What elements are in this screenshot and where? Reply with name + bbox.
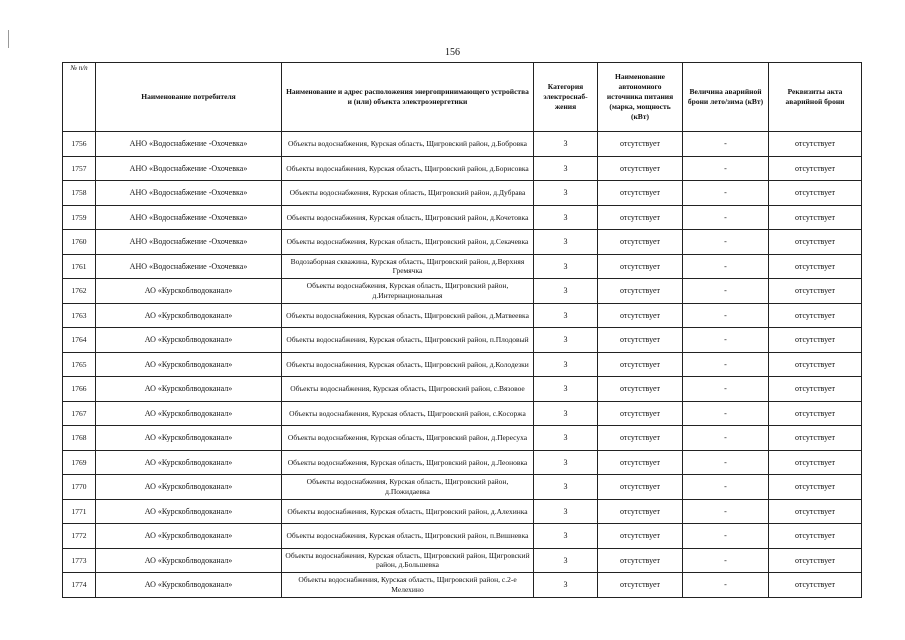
cell-number: 1774 <box>63 573 96 598</box>
cell-address: Объекты водоснабжения, Курская область, Щигровский район, д.Интернациональная <box>282 279 534 304</box>
cell-number: 1765 <box>63 352 96 377</box>
cell-consumer: АО «Курскоблводоканал» <box>96 352 282 377</box>
cell-number: 1769 <box>63 450 96 475</box>
header-category: Категория электроснаб-жения <box>534 63 598 132</box>
cell-power-source: отсутствует <box>598 475 683 500</box>
cell-number: 1756 <box>63 132 96 157</box>
cell-category: 3 <box>534 401 598 426</box>
cell-number: 1772 <box>63 524 96 549</box>
cell-power-source: отсутствует <box>598 450 683 475</box>
cell-consumer: АО «Курскоблводоканал» <box>96 377 282 402</box>
cell-number: 1767 <box>63 401 96 426</box>
cell-address: Объекты водоснабжения, Курская область, Щигровский район, п.Вишневка <box>282 524 534 549</box>
cell-reserve: - <box>683 254 769 279</box>
cell-act: отсутствует <box>769 352 862 377</box>
cell-number: 1762 <box>63 279 96 304</box>
cell-category: 3 <box>534 328 598 353</box>
header-power-source: Наименование автономного источника питания (марка, мощность (кВт) <box>598 63 683 132</box>
cell-category: 3 <box>534 181 598 206</box>
cell-act: отсутствует <box>769 254 862 279</box>
cell-address: Объекты водоснабжения, Курская область, Щигровский район, д.Колодезки <box>282 352 534 377</box>
cell-number: 1764 <box>63 328 96 353</box>
cell-reserve: - <box>683 548 769 573</box>
cell-reserve: - <box>683 524 769 549</box>
cell-number: 1768 <box>63 426 96 451</box>
cell-consumer: АНО «Водоснабжение -Охочевка» <box>96 254 282 279</box>
cell-power-source: отсутствует <box>598 352 683 377</box>
cell-consumer: АО «Курскоблводоканал» <box>96 450 282 475</box>
table-row <box>63 156 862 181</box>
table-row <box>63 377 862 402</box>
header-number: № п/п <box>63 63 96 132</box>
cell-number: 1759 <box>63 205 96 230</box>
registry-table <box>62 62 862 598</box>
cell-reserve: - <box>683 181 769 206</box>
cell-reserve: - <box>683 499 769 524</box>
cell-reserve: - <box>683 132 769 157</box>
cell-power-source: отсутствует <box>598 156 683 181</box>
cell-address: Объекты водоснабжения, Курская область, Щигровский район, д.Борисовка <box>282 156 534 181</box>
cell-act: отсутствует <box>769 499 862 524</box>
cell-address: Объекты водоснабжения, Курская область, Щигровский район, д.Леоновка <box>282 450 534 475</box>
cell-number: 1760 <box>63 230 96 255</box>
table-row <box>63 230 862 255</box>
table-row <box>63 132 862 157</box>
cell-power-source: отсутствует <box>598 573 683 598</box>
cell-act: отсутствует <box>769 450 862 475</box>
table-row <box>63 328 862 353</box>
table-row <box>63 279 862 304</box>
table-row <box>63 573 862 598</box>
table-row <box>63 475 862 500</box>
cell-category: 3 <box>534 205 598 230</box>
cell-power-source: отсутствует <box>598 328 683 353</box>
cell-power-source: отсутствует <box>598 132 683 157</box>
cell-number: 1771 <box>63 499 96 524</box>
cell-number: 1761 <box>63 254 96 279</box>
cell-reserve: - <box>683 475 769 500</box>
cell-consumer: АО «Курскоблводоканал» <box>96 573 282 598</box>
cell-power-source: отсутствует <box>598 254 683 279</box>
cell-category: 3 <box>534 450 598 475</box>
cell-category: 3 <box>534 352 598 377</box>
cell-consumer: АНО «Водоснабжение -Охочевка» <box>96 230 282 255</box>
header-reserve: Величина аварийной брони лето/зима (кВт) <box>683 63 769 132</box>
cell-category: 3 <box>534 254 598 279</box>
cell-act: отсутствует <box>769 475 862 500</box>
cell-act: отсутствует <box>769 303 862 328</box>
cell-act: отсутствует <box>769 573 862 598</box>
cell-reserve: - <box>683 573 769 598</box>
cell-number: 1773 <box>63 548 96 573</box>
cell-reserve: - <box>683 303 769 328</box>
cell-power-source: отсутствует <box>598 377 683 402</box>
cell-power-source: отсутствует <box>598 499 683 524</box>
cell-number: 1757 <box>63 156 96 181</box>
cell-act: отсутствует <box>769 548 862 573</box>
cell-consumer: АО «Курскоблводоканал» <box>96 303 282 328</box>
cell-consumer: АНО «Водоснабжение -Охочевка» <box>96 205 282 230</box>
cell-address: Объекты водоснабжения, Курская область, Щигровский район, Щигровский район, д.Большевка <box>282 548 534 573</box>
cell-number: 1758 <box>63 181 96 206</box>
cell-address: Объекты водоснабжения, Курская область, Щигровский район, д.Матвеевка <box>282 303 534 328</box>
cell-number: 1766 <box>63 377 96 402</box>
header-consumer: Наименование потребителя <box>96 63 282 132</box>
cell-reserve: - <box>683 377 769 402</box>
cell-number: 1763 <box>63 303 96 328</box>
cell-power-source: отсутствует <box>598 181 683 206</box>
cell-reserve: - <box>683 401 769 426</box>
table-row <box>63 254 862 279</box>
cell-consumer: АО «Курскоблводоканал» <box>96 499 282 524</box>
cell-power-source: отсутствует <box>598 230 683 255</box>
cell-power-source: отсутствует <box>598 401 683 426</box>
table-row <box>63 499 862 524</box>
header-act: Реквизиты акта аварийной брони <box>769 63 862 132</box>
cell-address: Объекты водоснабжения, Курская область, Щигровский район, с.Косоржа <box>282 401 534 426</box>
cell-address: Объекты водоснабжения, Курская область, Щигровский район, д.Секачевка <box>282 230 534 255</box>
cell-address: Объекты водоснабжения, Курская область, Щигровский район, д.Пожидаевка <box>282 475 534 500</box>
table-row <box>63 548 862 573</box>
table-row <box>63 352 862 377</box>
cell-category: 3 <box>534 279 598 304</box>
cell-reserve: - <box>683 279 769 304</box>
cell-consumer: АО «Курскоблводоканал» <box>96 548 282 573</box>
cell-category: 3 <box>534 132 598 157</box>
cell-reserve: - <box>683 352 769 377</box>
cell-act: отсутствует <box>769 132 862 157</box>
cell-category: 3 <box>534 426 598 451</box>
cell-consumer: АНО «Водоснабжение -Охочевка» <box>96 156 282 181</box>
cell-address: Водозаборная скважина, Курская область, Щигровский район, д.Верхняя Гремячка <box>282 254 534 279</box>
cell-reserve: - <box>683 426 769 451</box>
cell-address: Объекты водоснабжения, Курская область, Щигровский район, п.Плодовый <box>282 328 534 353</box>
cell-category: 3 <box>534 156 598 181</box>
cell-reserve: - <box>683 156 769 181</box>
cell-address: Объекты водоснабжения, Курская область, Щигровский район, д.Пересуха <box>282 426 534 451</box>
cell-act: отсутствует <box>769 426 862 451</box>
cell-address: Объекты водоснабжения, Курская область, Щигровский район, д.Алехинка <box>282 499 534 524</box>
cell-number: 1770 <box>63 475 96 500</box>
cell-act: отсутствует <box>769 279 862 304</box>
cell-act: отсутствует <box>769 205 862 230</box>
cell-consumer: АО «Курскоблводоканал» <box>96 426 282 451</box>
cell-address: Объекты водоснабжения, Курская область, Щигровский район, с.2-е Мелехино <box>282 573 534 598</box>
cell-consumer: АО «Курскоблводоканал» <box>96 328 282 353</box>
cell-power-source: отсутствует <box>598 548 683 573</box>
header-address: Наименование и адрес расположения энергопринимающего устройства и (или) объекта электроэнергетики <box>282 63 534 132</box>
cell-consumer: АО «Курскоблводоканал» <box>96 475 282 500</box>
cell-power-source: отсутствует <box>598 279 683 304</box>
cell-category: 3 <box>534 303 598 328</box>
cell-address: Объекты водоснабжения, Курская область, Щигровский район, д.Кочетовка <box>282 205 534 230</box>
table-row <box>63 181 862 206</box>
cell-category: 3 <box>534 524 598 549</box>
cell-consumer: АО «Курскоблводоканал» <box>96 401 282 426</box>
margin-mark <box>8 30 9 48</box>
cell-consumer: АНО «Водоснабжение -Охочевка» <box>96 132 282 157</box>
cell-address: Объекты водоснабжения, Курская область, Щигровский район, д.Бобровка <box>282 132 534 157</box>
cell-consumer: АНО «Водоснабжение -Охочевка» <box>96 181 282 206</box>
table-row <box>63 450 862 475</box>
cell-act: отсутствует <box>769 524 862 549</box>
cell-category: 3 <box>534 377 598 402</box>
cell-power-source: отсутствует <box>598 524 683 549</box>
cell-act: отсутствует <box>769 181 862 206</box>
cell-reserve: - <box>683 230 769 255</box>
table-row <box>63 524 862 549</box>
table-row <box>63 205 862 230</box>
cell-address: Объекты водоснабжения, Курская область, Щигровский район, д.Дубрава <box>282 181 534 206</box>
cell-reserve: - <box>683 328 769 353</box>
table-row <box>63 303 862 328</box>
cell-reserve: - <box>683 205 769 230</box>
table-header-row <box>63 63 862 132</box>
cell-act: отсутствует <box>769 328 862 353</box>
cell-power-source: отсутствует <box>598 303 683 328</box>
cell-category: 3 <box>534 499 598 524</box>
cell-category: 3 <box>534 548 598 573</box>
cell-category: 3 <box>534 573 598 598</box>
cell-act: отсутствует <box>769 377 862 402</box>
cell-category: 3 <box>534 230 598 255</box>
table-row <box>63 401 862 426</box>
cell-power-source: отсутствует <box>598 205 683 230</box>
cell-consumer: АО «Курскоблводоканал» <box>96 524 282 549</box>
table-row <box>63 426 862 451</box>
cell-power-source: отсутствует <box>598 426 683 451</box>
cell-consumer: АО «Курскоблводоканал» <box>96 279 282 304</box>
cell-address: Объекты водоснабжения, Курская область, Щигровский район, с.Вязовое <box>282 377 534 402</box>
cell-reserve: - <box>683 450 769 475</box>
cell-category: 3 <box>534 475 598 500</box>
cell-act: отсутствует <box>769 230 862 255</box>
table-body <box>63 132 862 598</box>
page-number: 156 <box>445 47 460 58</box>
cell-act: отсутствует <box>769 156 862 181</box>
cell-act: отсутствует <box>769 401 862 426</box>
